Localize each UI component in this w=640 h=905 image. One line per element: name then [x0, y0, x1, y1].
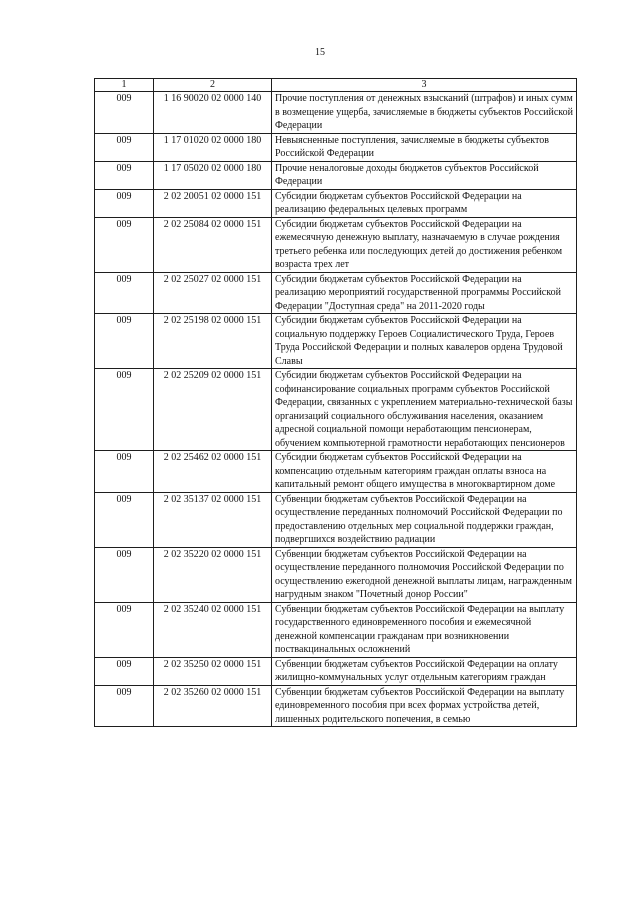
admin-code-cell: 009 [95, 657, 154, 685]
revenue-name-cell: Субсидии бюджетам субъектов Российской Федерации на реализацию федеральных целевых программ [272, 189, 577, 217]
budget-code-cell: 2 02 35260 02 0000 151 [154, 685, 272, 727]
table-row [95, 685, 577, 727]
revenue-name-cell: Субсидии бюджетам субъектов Российской Федерации на социальную поддержку Героев Социалистического Труда, Героев Труда Российской Федерации и полных кавалеров ордена Трудовой Славы [272, 314, 577, 369]
budget-code-cell: 2 02 35250 02 0000 151 [154, 657, 272, 685]
table-row [95, 217, 577, 272]
header-col-3: 3 [272, 79, 577, 92]
table-row [95, 161, 577, 189]
budget-code-cell: 1 16 90020 02 0000 140 [154, 92, 272, 134]
revenue-name-cell: Субсидии бюджетам субъектов Российской Федерации на реализацию мероприятий государственной программы Российской Федерации "Доступная среда" на 2011-2020 годы [272, 272, 577, 314]
budget-code-cell: 2 02 35137 02 0000 151 [154, 492, 272, 547]
table-row [95, 92, 577, 134]
admin-code-cell: 009 [95, 272, 154, 314]
admin-code-cell: 009 [95, 189, 154, 217]
header-col-1: 1 [95, 79, 154, 92]
revenue-name-cell: Прочие неналоговые доходы бюджетов субъектов Российской Федерации [272, 161, 577, 189]
table-row [95, 547, 577, 602]
table-row [95, 451, 577, 493]
budget-code-cell: 2 02 25084 02 0000 151 [154, 217, 272, 272]
table-row [95, 189, 577, 217]
admin-code-cell: 009 [95, 161, 154, 189]
admin-code-cell: 009 [95, 685, 154, 727]
revenue-name-cell: Субсидии бюджетам субъектов Российской Федерации на софинансирование социальных программ субъектов Российской Федерации, связанных с укреплением материально-технической базы организаций социального обслуживания населения, оказанием адресной социальной помощи неработающим пенсионерам, обучением компьютерной грамотности неработающих пенсионеров [272, 369, 577, 451]
admin-code-cell: 009 [95, 217, 154, 272]
header-col-2: 2 [154, 79, 272, 92]
table-row [95, 314, 577, 369]
revenue-name-cell: Субсидии бюджетам субъектов Российской Федерации на ежемесячную денежную выплату, назначаемую в случае рождения третьего ребенка или последующих детей до достижения ребенком возраста трех лет [272, 217, 577, 272]
admin-code-cell: 009 [95, 133, 154, 161]
admin-code-cell: 009 [95, 314, 154, 369]
header-row [95, 79, 577, 92]
admin-code-cell: 009 [95, 369, 154, 451]
revenue-codes-table [94, 78, 577, 727]
budget-code-cell: 2 02 20051 02 0000 151 [154, 189, 272, 217]
budget-code-cell: 2 02 25209 02 0000 151 [154, 369, 272, 451]
table-row [95, 369, 577, 451]
admin-code-cell: 009 [95, 602, 154, 657]
admin-code-cell: 009 [95, 492, 154, 547]
admin-code-cell: 009 [95, 451, 154, 493]
table-row [95, 272, 577, 314]
budget-code-cell: 2 02 25198 02 0000 151 [154, 314, 272, 369]
revenue-name-cell: Прочие поступления от денежных взысканий (штрафов) и иных сумм в возмещение ущерба, зачисляемые в бюджеты субъектов Российской Федерации [272, 92, 577, 134]
budget-code-cell: 2 02 35240 02 0000 151 [154, 602, 272, 657]
revenue-name-cell: Субвенции бюджетам субъектов Российской Федерации на выплату государственного единовременного пособия и ежемесячной денежной компенсации гражданам при возникновении поствакцинальных осложнений [272, 602, 577, 657]
revenue-name-cell: Субвенции бюджетам субъектов Российской Федерации на осуществление переданного полномочия Российской Федерации по осуществлению ежегодной денежной выплаты лицам, награжденным нагрудным знаком "Почетный донор России" [272, 547, 577, 602]
page-number: 15 [315, 47, 325, 58]
revenue-name-cell: Субсидии бюджетам субъектов Российской Федерации на компенсацию отдельным категориям граждан оплаты взноса на капитальный ремонт общего имущества в многоквартирном доме [272, 451, 577, 493]
budget-code-cell: 2 02 35220 02 0000 151 [154, 547, 272, 602]
table-row [95, 492, 577, 547]
revenue-name-cell: Невыясненные поступления, зачисляемые в бюджеты субъектов Российской Федерации [272, 133, 577, 161]
table-row [95, 133, 577, 161]
budget-code-cell: 2 02 25462 02 0000 151 [154, 451, 272, 493]
budget-code-cell: 2 02 25027 02 0000 151 [154, 272, 272, 314]
admin-code-cell: 009 [95, 92, 154, 134]
budget-code-cell: 1 17 05020 02 0000 180 [154, 161, 272, 189]
revenue-name-cell: Субвенции бюджетам субъектов Российской Федерации на выплату единовременного пособия при всех формах устройства детей, лишенных родительского попечения, в семью [272, 685, 577, 727]
budget-code-cell: 1 17 01020 02 0000 180 [154, 133, 272, 161]
table-row [95, 602, 577, 657]
table-row [95, 657, 577, 685]
admin-code-cell: 009 [95, 547, 154, 602]
revenue-name-cell: Субвенции бюджетам субъектов Российской Федерации на осуществление переданных полномочий Российской Федерации по предоставлению отдельных мер социальной поддержки граждан, подвергшихся воздействию радиации [272, 492, 577, 547]
revenue-name-cell: Субвенции бюджетам субъектов Российской Федерации на оплату жилищно-коммунальных услуг отдельным категориям граждан [272, 657, 577, 685]
